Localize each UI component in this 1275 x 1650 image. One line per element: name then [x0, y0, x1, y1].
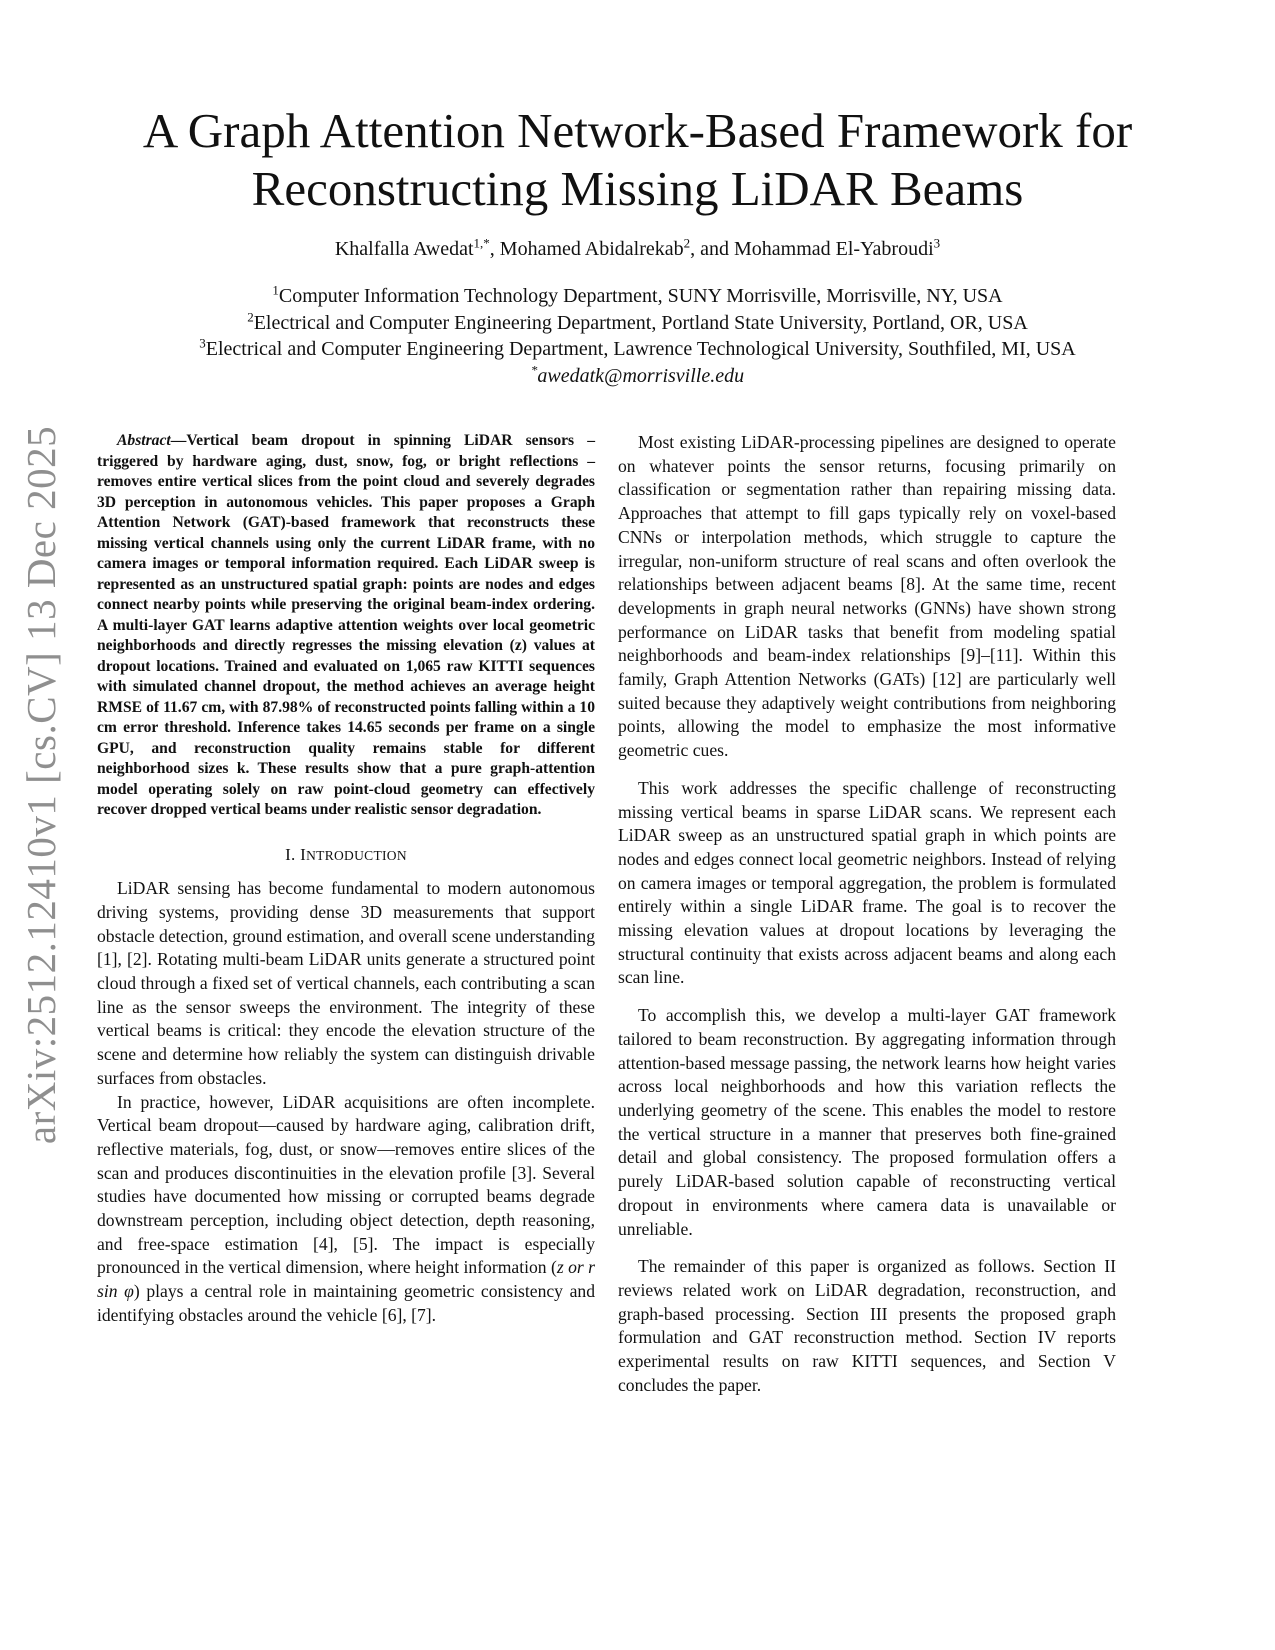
abstract-label: Abstract [117, 432, 171, 449]
intro-paragraph-1: LiDAR sensing has become fundamental to modern autonomous driving systems, providing dense 3D measurements that support obstacle detection, ground estimation, and overall scene understanding [1], [2]. Rotating multi-beam LiDAR units generate a structured point cloud through a fixed set of vertical channels, each contributing a scan line as the sensor sweeps the environment. The integrity of these vertical beams is critical: they encode the elevation structure of the scene and determine how reliably the system can distinguish drivable surfaces from obstacles. [97, 878, 595, 1088]
author-1: Khalfalla Awedat [334, 238, 474, 260]
author-3: , and Mohammad El-Yabroudi [690, 238, 934, 260]
author-1-sup: 1,* [473, 235, 490, 251]
right-column [618, 431, 1116, 1411]
affiliation-2: $^2$Electrical and Computer Engineering Department, Portland State University, Portland, OR, USA [247, 308, 1028, 334]
title-line-1: A Graph Attention Network-Based Framework for [142, 103, 1133, 158]
section-heading-introduction: I. INTRODUCTION [285, 844, 407, 864]
abstract-text: —Vertical beam dropout in spinning LiDAR sensors – triggered by hardware aging, dust, snow, fog, or bright reflections – removes entire vertical slices from the point cloud and severely degrades 3D perception in autonomous vehicles. This paper proposes a Graph Attention Network (GAT)-based framework that reconstructs these missing vertical channels using only the current LiDAR frame, with no camera images or temporal information required. Each LiDAR sweep is represented as an unstructured spatial graph: points are nodes and edges connect nearby points while preserving the original beam-index ordering. A multi-layer GAT learns adaptive attention weights over local geometric neighborhoods and directly regresses the missing elevation (z) values at dropout locations. Trained and evaluated on 1,065 raw KITTI sequences with simulated channel dropout, the method achieves an average height RMSE of 11.67 cm, with 87.98% of reconstructed points falling within a 10 cm error threshold. Inference takes 14.65 seconds per frame on a single GPU, and reconstruction quality remains stable for different neighborhood sizes k. These results show that a pure graph-attention model operating solely on raw point-cloud geometry can effectively recover dropped vertical beams under realistic sensor degradation. [97, 432, 595, 818]
title-line-2: Reconstructing Missing LiDAR Beams [251, 161, 1024, 216]
arxiv-identifier: arXiv:2512.12410v1 [cs.CV] 13 Dec 2025 [18, 425, 65, 1145]
affiliation-3: $^3$Electrical and Computer Engineering Department, Lawrence Technological University, Southfiled, MI, USA [199, 335, 1076, 360]
height-math: z or r sin φ [97, 1257, 595, 1302]
affiliation-1: $^1$Computer Information Technology Department, SUNY Morrisville, Morrisville, NY, USA [272, 282, 1003, 307]
arxiv-sidebar [6, 425, 76, 1145]
author-3-sup: 3 [933, 235, 941, 251]
author-list [95, 236, 1180, 262]
affiliations [60, 283, 1215, 389]
right-paragraph-3: To accomplish this, we develop a multi-layer GAT framework tailored to beam reconstruction. By aggregating information through attention-based message passing, the network learns how height varies across local neighborhoods and how this variation reflects the underlying geometry of the scene. This enables the model to restore the vertical structure in a manner that preserves both fine-grained detail and global consistency. The proposed formulation offers a purely LiDAR-based solution capable of reconstructing vertical dropout in environments where camera data is unavailable or unreliable. [618, 1005, 1116, 1239]
left-column [97, 431, 595, 1328]
right-paragraph-2: This work addresses the specific challenge of reconstructing missing vertical beams in sparse LiDAR scans. We represent each LiDAR sweep as an unstructured spatial graph in which points are nodes and edges connect local geometric neighbors. Instead of relying on camera images or temporal aggregation, the problem is formulated entirely within a single LiDAR frame. The goal is to recover the missing elevation values at dropout locations by leveraging the structural continuity that exists across adjacent beams and along each scan line. [618, 777, 1116, 988]
paper-title [95, 102, 1180, 218]
corresponding-email: *awedatk@morrisville.edu [530, 361, 745, 387]
right-paragraph-4: The remainder of this paper is organized as follows. Section II reviews related work on LiDAR degradation, reconstruction, and graph-based processing. Section III presents the proposed graph formulation and GAT reconstruction method. Section IV reports experimental results on raw KITTI sequences, and Section V concludes the paper. [618, 1256, 1116, 1395]
intro-paragraph-2: In practice, however, LiDAR acquisitions are often incomplete. Vertical beam dropout—caused by hardware aging, calibration drift, reflective materials, fog, dust, or snow—removes entire slices of the scan and produces discontinuities in the elevation profile [3]. Several studies have documented how missing or corrupted beams degrade downstream perception, including object detection, depth reasoning, and free-space estimation [4], [5]. The impact is especially pronounced in the vertical dimension, where height information (z or r sin φ) plays a central role in maintaining geometric consistency and identifying obstacles around the vehicle [6], [7]. [97, 1091, 595, 1325]
right-paragraph-1: Most existing LiDAR-processing pipelines are designed to operate on whatever points the sensor returns, focusing primarily on classification or segmentation rather than repairing missing data. Approaches that attempt to fill gaps typically rely on voxel-based CNNs or interpolation methods, which struggle to capture the irregular, non-uniform structure of real scans and often overlook the relationships between adjacent beams [8]. At the same time, recent developments in graph neural networks (GNNs) have shown strong performance on LiDAR tasks that benefit from modeling spatial neighborhoods and beam-index relationships [9]–[11]. Within this family, Graph Attention Networks (GATs) [12] are particularly well suited because they adaptively weight contributions from neighboring points, allowing the model to emphasize the most informative geometric cues. [618, 432, 1116, 761]
author-2: , Mohamed Abidalrekab [489, 238, 684, 260]
author-2-sup: 2 [683, 235, 691, 251]
abstract [97, 431, 595, 821]
